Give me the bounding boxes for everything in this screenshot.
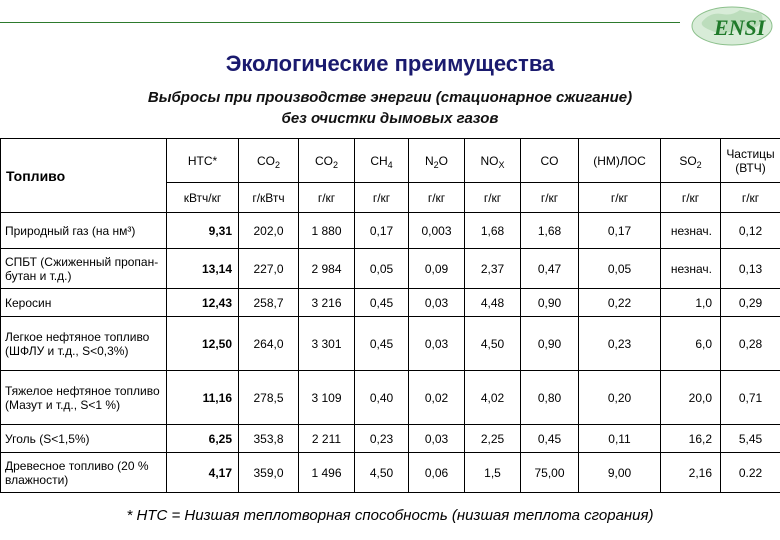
fuel-name-cell: Древесное топливо (20 % влажности) xyxy=(1,453,167,493)
value-cell: 4,50 xyxy=(355,453,409,493)
value-cell: 20,0 xyxy=(661,371,721,425)
value-cell: 4,48 xyxy=(465,289,521,317)
value-cell: 0,12 xyxy=(721,213,780,249)
value-cell: 0,90 xyxy=(521,317,579,371)
value-cell: 0.22 xyxy=(721,453,780,493)
value-cell: 0,45 xyxy=(355,317,409,371)
value-cell: 1,68 xyxy=(521,213,579,249)
value-cell: 12,50 xyxy=(167,317,239,371)
value-cell: 4,50 xyxy=(465,317,521,371)
value-cell: 0,29 xyxy=(721,289,780,317)
value-cell: 264,0 xyxy=(239,317,299,371)
fuel-name-cell: Керосин xyxy=(1,289,167,317)
col-so2-unit: г/кг xyxy=(661,183,721,213)
value-cell: 1,5 xyxy=(465,453,521,493)
table-row xyxy=(1,289,780,317)
value-cell: 2,16 xyxy=(661,453,721,493)
value-cell: 2 211 xyxy=(299,425,355,453)
value-cell: 9,31 xyxy=(167,213,239,249)
value-cell: 2,25 xyxy=(465,425,521,453)
value-cell: 0,20 xyxy=(579,371,661,425)
value-cell: 0,23 xyxy=(355,425,409,453)
table-row xyxy=(1,371,780,425)
value-cell: 353,8 xyxy=(239,425,299,453)
fuel-name-cell: СПБТ (Сжиженный пропан-бутан и т.д.) xyxy=(1,249,167,289)
value-cell: 1,0 xyxy=(661,289,721,317)
value-cell: 0,47 xyxy=(521,249,579,289)
value-cell: 0,23 xyxy=(579,317,661,371)
value-cell: 9,00 xyxy=(579,453,661,493)
table-row xyxy=(1,317,780,371)
value-cell: 0,71 xyxy=(721,371,780,425)
table-row xyxy=(1,453,780,493)
table-row xyxy=(1,249,780,289)
value-cell: незнач. xyxy=(661,213,721,249)
value-cell: 0,03 xyxy=(409,317,465,371)
col-n2o-name: $N_2O$ xyxy=(409,139,465,183)
header-row-names xyxy=(1,139,780,183)
value-cell: 0,90 xyxy=(521,289,579,317)
value-cell: 0,22 xyxy=(579,289,661,317)
logo-text: ENSI xyxy=(714,15,766,40)
value-cell: 0,80 xyxy=(521,371,579,425)
fuel-column-header: Топливо xyxy=(1,139,167,213)
value-cell: 0,45 xyxy=(355,289,409,317)
col-nmvoc-name: (НМ)ЛОС xyxy=(579,139,661,183)
fuel-name-cell: Легкое нефтяное топливо (ШФЛУ и т.д., S<0,3%) xyxy=(1,317,167,371)
value-cell: 3 216 xyxy=(299,289,355,317)
col-particles-unit: г/кг xyxy=(721,183,780,213)
table-row xyxy=(1,213,780,249)
value-cell: 0,09 xyxy=(409,249,465,289)
col-hnv-unit: кВтч/кг xyxy=(167,183,239,213)
page-title: Экологические преимущества xyxy=(225,51,555,76)
col-nmvoc-unit: г/кг xyxy=(579,183,661,213)
value-cell: 3 301 xyxy=(299,317,355,371)
col-co2-kwh-name: $CO_2$ xyxy=(239,139,299,183)
col-nox-unit: г/кг xyxy=(465,183,521,213)
col-co-unit: г/кг xyxy=(521,183,579,213)
value-cell: 0,40 xyxy=(355,371,409,425)
col-so2-name: $SO_2$ xyxy=(661,139,721,183)
fuel-name-cell: Тяжелое нефтяное топливо (Мазут и т.д., S<1 %) xyxy=(1,371,167,425)
value-cell: 5,45 xyxy=(721,425,780,453)
fuel-name-cell: Природный газ (на нм³) xyxy=(1,213,167,249)
value-cell: 0,05 xyxy=(355,249,409,289)
value-cell: незнач. xyxy=(661,249,721,289)
col-co2-kg-name: $CO_2$ xyxy=(299,139,355,183)
col-ch4-name: $CH_4$ xyxy=(355,139,409,183)
value-cell: 2 984 xyxy=(299,249,355,289)
value-cell: 16,2 xyxy=(661,425,721,453)
value-cell: 0,17 xyxy=(579,213,661,249)
value-cell: 12,43 xyxy=(167,289,239,317)
value-cell: 359,0 xyxy=(239,453,299,493)
value-cell: 0,06 xyxy=(409,453,465,493)
value-cell: 4,02 xyxy=(465,371,521,425)
col-particles-name: Частицы (ВТЧ) xyxy=(721,139,780,183)
col-n2o-unit: г/кг xyxy=(409,183,465,213)
value-cell: 1 880 xyxy=(299,213,355,249)
col-co2-kg-unit: г/кг xyxy=(299,183,355,213)
emissions-table xyxy=(0,138,780,493)
col-co2-kwh-unit: г/кВтч xyxy=(239,183,299,213)
value-cell: 0,11 xyxy=(579,425,661,453)
value-cell: 75,00 xyxy=(521,453,579,493)
footnote: * НТС = Низшая теплотворная способность (низшая теплота сгорания) xyxy=(126,507,654,524)
value-cell: 0,17 xyxy=(355,213,409,249)
col-ch4-unit: г/кг xyxy=(355,183,409,213)
page-subtitle-line1: Выбросы при производстве энергии (стационарное сжигание) xyxy=(147,89,633,106)
table-row xyxy=(1,425,780,453)
value-cell: 6,0 xyxy=(661,317,721,371)
value-cell: 13,14 xyxy=(167,249,239,289)
value-cell: 3 109 xyxy=(299,371,355,425)
value-cell: 278,5 xyxy=(239,371,299,425)
value-cell: 258,7 xyxy=(239,289,299,317)
header-rule xyxy=(0,22,680,23)
value-cell: 227,0 xyxy=(239,249,299,289)
value-cell: 0,28 xyxy=(721,317,780,371)
value-cell: 11,16 xyxy=(167,371,239,425)
value-cell: 202,0 xyxy=(239,213,299,249)
value-cell: 0,003 xyxy=(409,213,465,249)
value-cell: 1 496 xyxy=(299,453,355,493)
value-cell: 0,05 xyxy=(579,249,661,289)
value-cell: 1,68 xyxy=(465,213,521,249)
value-cell: 2,37 xyxy=(465,249,521,289)
value-cell: 0,13 xyxy=(721,249,780,289)
ensi-logo xyxy=(684,4,774,50)
value-cell: 0,03 xyxy=(409,289,465,317)
col-hnv-name: НТС* xyxy=(167,139,239,183)
value-cell: 0,02 xyxy=(409,371,465,425)
fuel-name-cell: Уголь (S<1,5%) xyxy=(1,425,167,453)
col-co-name: CO xyxy=(521,139,579,183)
value-cell: 0,45 xyxy=(521,425,579,453)
col-nox-name: $NO_X$ xyxy=(465,139,521,183)
value-cell: 0,03 xyxy=(409,425,465,453)
page-subtitle-line2: без очистки дымовых газов xyxy=(281,110,499,127)
value-cell: 4,17 xyxy=(167,453,239,493)
table-body xyxy=(1,213,780,493)
value-cell: 6,25 xyxy=(167,425,239,453)
